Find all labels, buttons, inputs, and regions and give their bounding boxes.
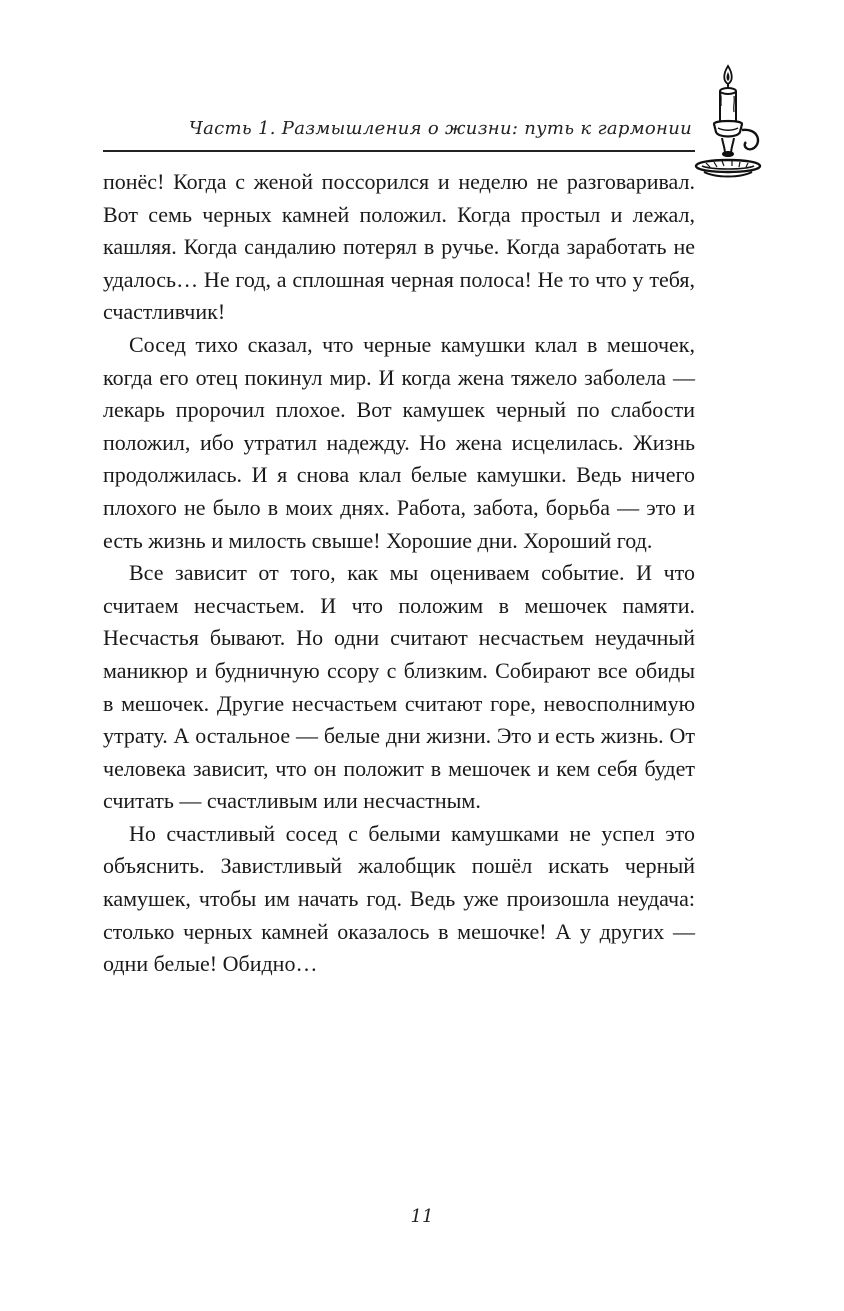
- paragraph: Сосед тихо сказал, что черные камушки клал в мешочек, когда его отец покинул мир. И когда жена тяжело заболела — лекарь пророчил плохое. Вот камушек черный по слабости положил, ибо утратил надежду. Но жена исцелилась. Жизнь продолжилась. И я снова клал белые камушки. Ведь ничего плохого не было в моих днях. Работа, забота, борьба — это и есть жизнь и милость свыше! Хорошие дни. Хороший год.: [103, 331, 695, 553]
- candle-in-holder-icon: [692, 62, 772, 187]
- header-rule: [103, 150, 695, 152]
- page-number: 11: [410, 1206, 434, 1227]
- body-text: [103, 166, 695, 981]
- paragraph: Но счастливый сосед с белыми камушками не успел это объяснить. Завистливый жалобщик пошёл искать черный камушек, чтобы им начать год. Ведь уже произошла неудача: столько черных камней оказалось в мешочке! А у других — одни белые! Обидно…: [103, 820, 695, 977]
- paragraph: Все зависит от того, как мы оцениваем событие. И что считаем несчастьем. И что положим в мешочек памяти. Несчастья бывают. Но одни считают несчастьем неудачный маникюр и будничную ссору с близким. Собирают все обиды в мешочек. Другие несчастьем считают горе, невосполнимую утрату. А остальное — белые дни жизни. Это и есть жизнь. От человека зависит, что он положит в мешочек и кем себя будет считать — счастливым или несчастным.: [103, 560, 695, 814]
- running-header: Часть 1. Размышления о жизни: путь к гармонии: [188, 118, 692, 139]
- paragraph: понёс! Когда с женой поссорился и неделю не разговаривал. Вот семь черных камней положил. Когда простыл и лежал, кашляя. Когда сандалию потерял в ручье. Когда заработать не удалось… Не год, а сплошная черная полоса! Не то что у тебя, счастливчик!: [103, 169, 695, 325]
